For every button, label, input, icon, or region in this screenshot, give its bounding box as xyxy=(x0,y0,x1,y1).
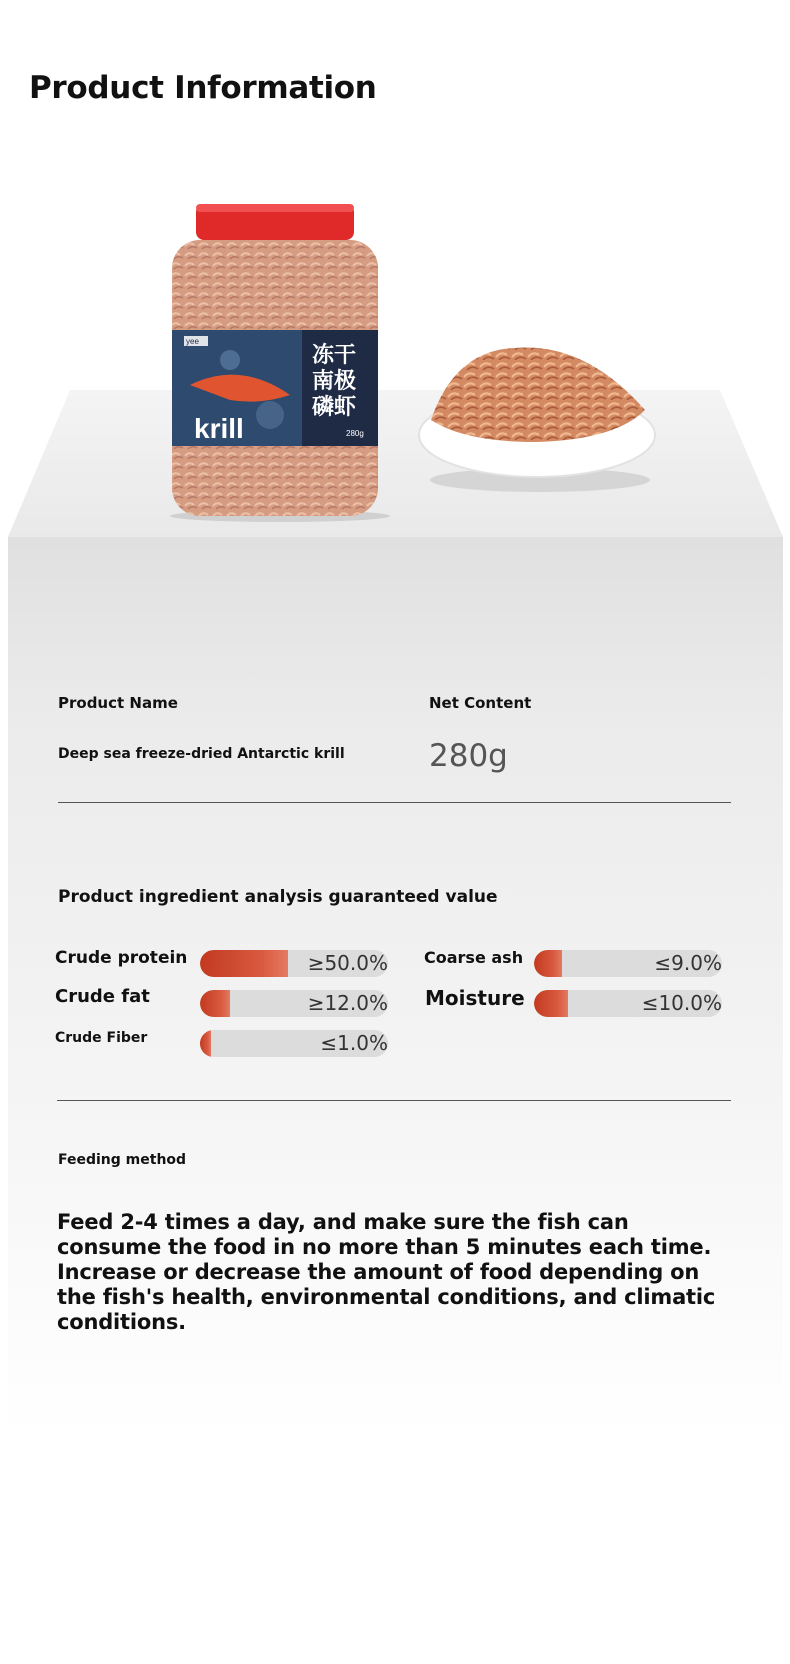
net-content-label: Net Content xyxy=(429,694,532,712)
jar-net-text: 280g xyxy=(346,429,364,438)
product-name-label: Product Name xyxy=(58,694,178,712)
ingredient-name-crude-fiber: Crude Fiber xyxy=(55,1030,148,1046)
ingredient-section-title: Product ingredient analysis guaranteed value xyxy=(58,887,498,907)
ingredient-bar-moisture xyxy=(534,990,722,1017)
ingredient-value-moisture: ≤10.0% xyxy=(641,991,722,1015)
jar-cn-text-3: 磷虾 xyxy=(312,395,357,420)
ingredient-bar-crude-protein xyxy=(200,950,388,977)
ingredient-name-coarse-ash: Coarse ash xyxy=(424,948,524,967)
ingredient-bar-crude-fiber xyxy=(200,1030,388,1057)
jar-brand: yee xyxy=(186,337,199,346)
ingredient-name-crude-protein: Crude protein xyxy=(55,948,188,968)
ingredient-value-crude-fat: ≥12.0% xyxy=(307,991,388,1015)
page-title: Product Information xyxy=(29,70,377,106)
krill-jar-image xyxy=(170,200,390,522)
bar-fill xyxy=(200,950,288,977)
jar-krill-text: krill xyxy=(194,413,244,444)
divider xyxy=(57,1100,731,1101)
krill-bowl-image xyxy=(415,330,660,495)
feeding-method-label: Feeding method xyxy=(58,1152,187,1168)
pedestal-backdrop xyxy=(8,0,783,1664)
divider xyxy=(58,802,731,803)
bar-fill xyxy=(200,1030,211,1057)
feeding-method-text: Feed 2-4 times a day, and make sure the fish can consume the food in no more than 5 minutes each time. Increase or decrease the amount of food depending on the fish's health, environmental conditions, and climatic conditions. xyxy=(57,1210,716,1334)
bar-fill xyxy=(200,990,230,1017)
ingredient-bar-crude-fat xyxy=(200,990,388,1017)
bar-fill xyxy=(534,950,562,977)
ingredient-value-crude-protein: ≥50.0% xyxy=(307,951,388,975)
ingredient-bar-coarse-ash xyxy=(534,950,722,977)
jar-cn-text-1: 冻干 xyxy=(312,343,357,368)
product-name-value: Deep sea freeze-dried Antarctic krill xyxy=(58,746,345,762)
ingredient-value-coarse-ash: ≤9.0% xyxy=(654,951,722,975)
bar-fill xyxy=(534,990,568,1017)
jar-cn-text-2: 南极 xyxy=(312,369,357,394)
ingredient-name-crude-fat: Crude fat xyxy=(55,986,150,1007)
ingredient-value-crude-fiber: ≤1.0% xyxy=(320,1031,388,1055)
net-content-value: 280g xyxy=(429,738,508,774)
ingredient-name-moisture: Moisture xyxy=(425,986,525,1010)
